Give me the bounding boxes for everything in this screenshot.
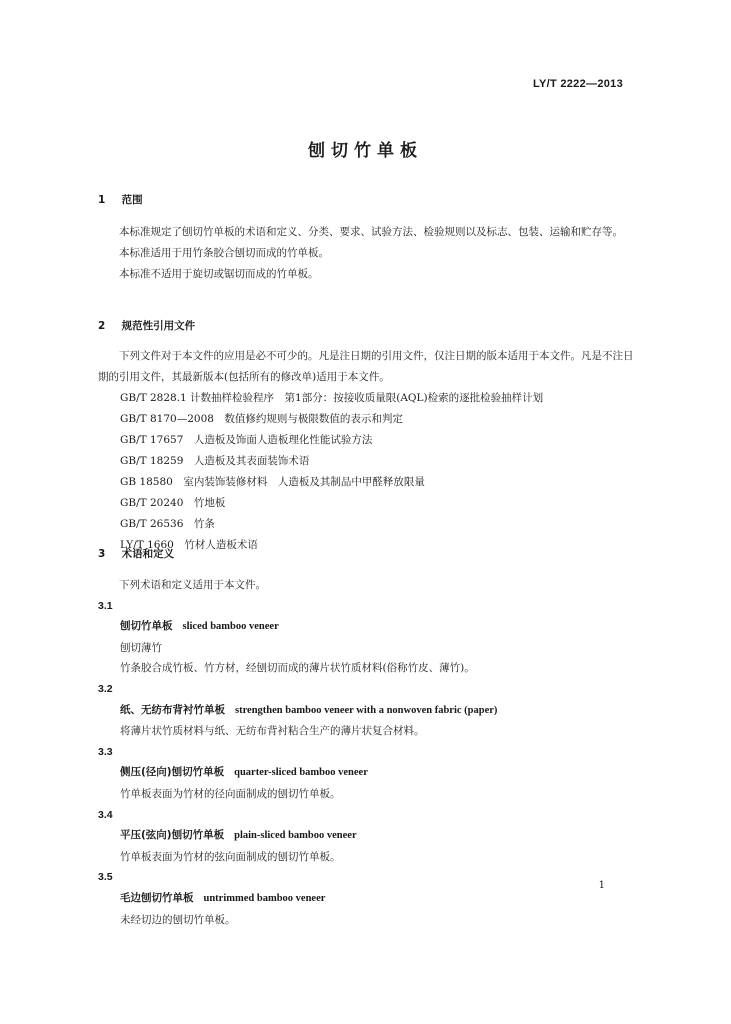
section-number: 2 bbox=[98, 320, 106, 332]
term-english: sliced bamboo veneer bbox=[182, 621, 279, 633]
reference-item: GB/T 18259 人造板及其表面装饰术语 bbox=[120, 455, 310, 467]
reference-item: GB/T 2828.1 计数抽样检验程序 第1部分：按接收质量限(AQL)检索的逐批检验抽样计划 bbox=[120, 392, 544, 404]
term-chinese: 平压(弦向)刨切竹单板 bbox=[120, 829, 225, 842]
section-title: 术语和定义 bbox=[121, 548, 175, 560]
term-english: quarter-sliced bamboo veneer bbox=[234, 767, 368, 779]
reference-item: GB/T 8170—2008 数值修约规则与极限数值的表示和判定 bbox=[120, 413, 403, 425]
reference-item: LY/T 1660 竹材人造板术语 bbox=[120, 539, 258, 551]
section-title: 范围 bbox=[121, 194, 143, 206]
section-title: 规范性引用文件 bbox=[121, 320, 196, 332]
term-entry bbox=[98, 762, 638, 804]
document-title: 刨切竹单板 bbox=[308, 141, 423, 161]
term-number: 3.1 bbox=[98, 599, 113, 612]
reference-item: GB/T 20240 竹地板 bbox=[120, 497, 226, 509]
paragraph: 本标准规定了刨切竹单板的术语和定义、分类、要求、试验方法、检验规则以及标志、包装、运输和贮存等。 bbox=[119, 226, 623, 238]
term-entry bbox=[98, 888, 638, 930]
term-number: 3.5 bbox=[98, 871, 113, 884]
term-definition: 竹单板表面为竹材的径向面制成的刨切竹单板。 bbox=[120, 787, 341, 800]
section-2-heading bbox=[98, 318, 195, 333]
paragraph: 本标准不适用于旋切或锯切而成的竹单板。 bbox=[119, 268, 319, 280]
section-3-heading bbox=[98, 546, 174, 561]
term-definition: 将薄片状竹质材料与纸、无纺布背衬粘合生产的薄片状复合材料。 bbox=[120, 725, 425, 738]
reference-item: GB/T 26536 竹条 bbox=[120, 518, 215, 530]
term-number: 3.3 bbox=[98, 745, 113, 758]
paragraph: 本标准适用于用竹条胶合刨切而成的竹单板。 bbox=[119, 247, 329, 259]
term-chinese: 刨切竹单板 bbox=[120, 620, 173, 633]
reference-item: GB/T 17657 人造板及饰面人造板理化性能试验方法 bbox=[120, 434, 373, 446]
page-number: 1 bbox=[598, 880, 605, 891]
term-number: 3.2 bbox=[98, 682, 113, 695]
term-entry bbox=[98, 700, 638, 742]
section-2-body bbox=[98, 346, 638, 556]
paragraph: 下列文件对于本文件的应用是必不可少的。凡是注日期的引用文件，仅注日期的版本适用于本文件。凡是不注日期的引用文件，其最新版本(包括所有的修改单)适用于本文件。 bbox=[98, 350, 634, 383]
term-definition: 竹条胶合成竹板、竹方材，经刨切而成的薄片状竹质材料(俗称竹皮、薄竹)。 bbox=[120, 662, 475, 675]
term-entry bbox=[98, 825, 638, 867]
term-number: 3.4 bbox=[98, 808, 113, 821]
term-chinese: 纸、无纺布背衬竹单板 bbox=[120, 703, 225, 716]
term-english: strengthen bamboo veneer with a nonwoven fabric (paper) bbox=[235, 704, 498, 716]
term-english: untrimmed bamboo veneer bbox=[203, 892, 326, 904]
section-3-body bbox=[98, 575, 638, 930]
term-definition: 刨切薄竹 bbox=[120, 641, 162, 654]
section-number: 1 bbox=[98, 194, 106, 206]
standard-number: LY/T 2222—2013 bbox=[532, 78, 623, 90]
term-definition: 未经切边的刨切竹单板。 bbox=[120, 913, 236, 926]
term-english: plain-sliced bamboo veneer bbox=[234, 830, 357, 842]
term-entry bbox=[98, 616, 638, 679]
reference-item: GB 18580 室内装饰装修材料 人造板及其制品中甲醛释放限量 bbox=[120, 476, 425, 488]
section-1-heading bbox=[98, 192, 143, 207]
term-chinese: 毛边刨切竹单板 bbox=[120, 891, 194, 904]
term-chinese: 侧压(径向)刨切竹单板 bbox=[120, 766, 225, 779]
term-definition: 竹单板表面为竹材的弦向面制成的刨切竹单板。 bbox=[120, 850, 341, 863]
section-1-body bbox=[98, 222, 638, 285]
paragraph: 下列术语和定义适用于本文件。 bbox=[119, 579, 266, 591]
section-number: 3 bbox=[98, 548, 106, 560]
